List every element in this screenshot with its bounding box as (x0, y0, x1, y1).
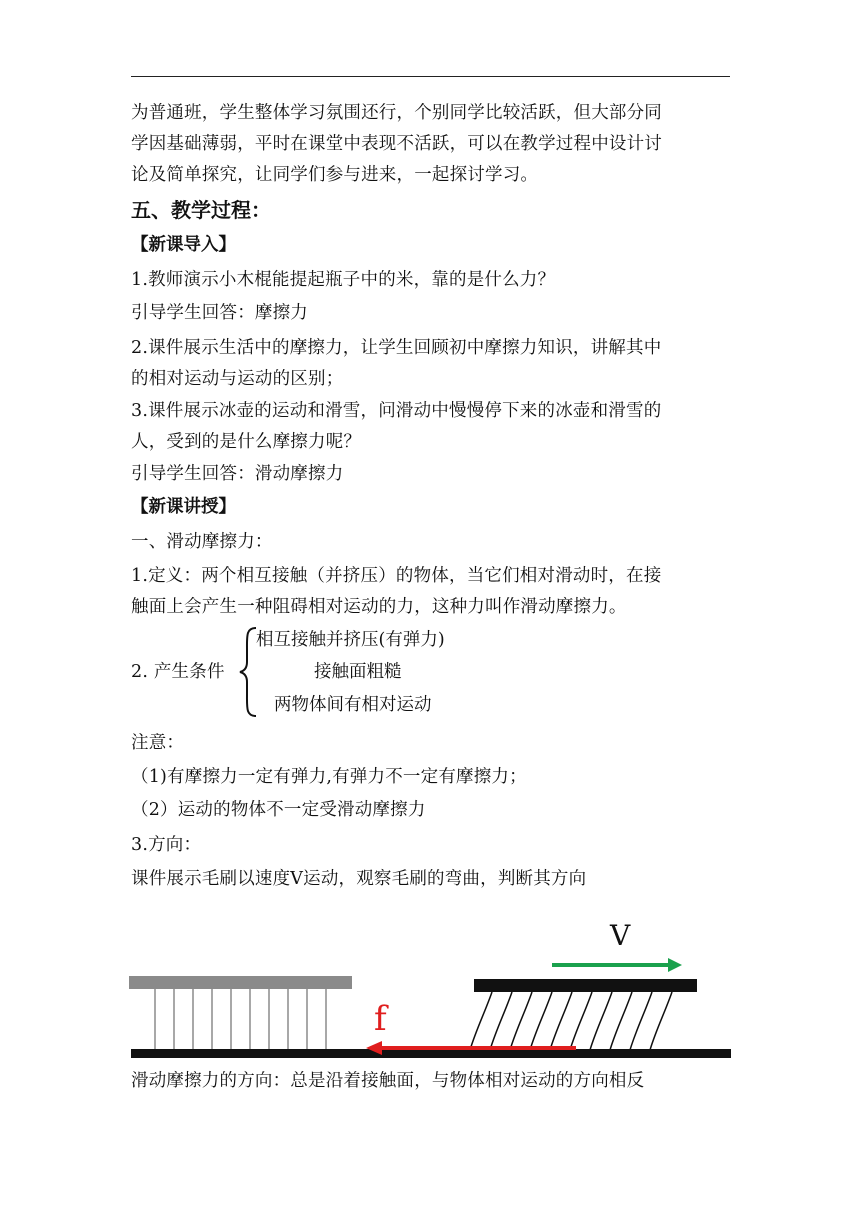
note-label: 注意： (131, 733, 185, 753)
velocity-label: V (610, 919, 631, 952)
lecture-subtitle: 一、滑动摩擦力： (131, 532, 273, 552)
intro-point-3: 3.课件展示冰壶的运动和滑雪，问滑动中慢慢停下来的冰壶和滑雪的 (131, 401, 662, 421)
intro-answer-3: 引导学生回答：滑动摩擦力 (131, 464, 344, 484)
friction-label: f (374, 999, 387, 1039)
definition-line: 1.定义：两个相互接触（并挤压）的物体，当它们相对滑动时，在接 (131, 566, 662, 586)
direction-conclusion: 滑动摩擦力的方向：总是沿着接触面，与物体相对运动的方向相反 (131, 1071, 645, 1091)
section-title: 五、教学过程： (131, 198, 271, 222)
intro-question-1: 1.教师演示小木棍能提起瓶子中的米，靠的是什么力？ (131, 270, 556, 290)
moving-brush-bar (474, 979, 697, 992)
condition-item: 接触面粗糙 (314, 662, 402, 682)
direction-label: 3.方向： (131, 835, 202, 855)
contact-surface (131, 1049, 731, 1058)
lecture-heading: 【新课讲授】 (131, 497, 236, 517)
condition-item: 相互接触并挤压(有弹力) (256, 630, 445, 650)
note-item: （1)有摩擦力一定有弹力,有弹力不一定有摩擦力； (131, 767, 527, 787)
intro-answer-1: 引导学生回答：摩擦力 (131, 303, 308, 323)
intro-heading: 【新课导入】 (131, 235, 236, 255)
velocity-arrowhead (668, 958, 682, 972)
definition-line: 触面上会产生一种阻碍相对运动的力，这种力叫作滑动摩擦力。 (131, 597, 627, 617)
intro-point-2: 2.课件展示生活中的摩擦力，让学生回顾初中摩擦力知识，讲解其中 (131, 338, 662, 358)
brush-friction-diagram (0, 900, 860, 1070)
moving-brush-bristles (470, 992, 672, 1050)
header-rule (131, 76, 730, 77)
note-item: （2）运动的物体不一定受滑动摩擦力 (131, 800, 426, 820)
paragraph-line: 为普通班，学生整体学习氛围还行，个别同学比较活跃，但大部分同 (131, 103, 662, 123)
static-brush-bristles (155, 989, 326, 1050)
paragraph-line: 论及简单探究，让同学们参与进来，一起探讨学习。 (131, 165, 539, 185)
paragraph-line: 学因基础薄弱，平时在课堂中表现不活跃，可以在教学过程中设计讨 (131, 134, 662, 154)
condition-item: 两物体间有相对运动 (274, 695, 432, 715)
intro-point-3-cont: 人，受到的是什么摩擦力呢？ (131, 432, 362, 452)
direction-text: 课件展示毛刷以速度Ⅴ运动，观察毛刷的弯曲，判断其方向 (131, 869, 587, 889)
intro-point-2-cont: 的相对运动与运动的区别； (131, 369, 344, 389)
static-brush-bar (129, 976, 352, 989)
conditions-label: 2. 产生条件 (131, 662, 225, 682)
